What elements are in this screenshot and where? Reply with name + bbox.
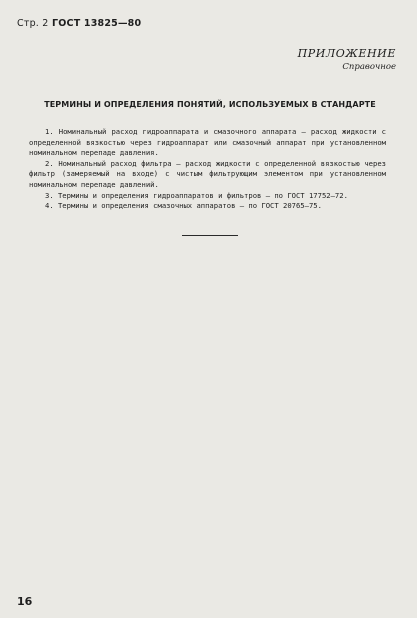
definition-item-3: 3. Термины и определения гидроаппаратов и фильтров — по ГОСТ 17752—72. bbox=[45, 190, 348, 200]
section-title: ТЕРМИНЫ И ОПРЕДЕЛЕНИЯ ПОНЯТИЙ, ИСПОЛЬЗУЕМЫХ В СТАНДАРТЕ bbox=[44, 100, 376, 109]
appendix-type: Справочное bbox=[342, 62, 396, 72]
appendix-label: ПРИЛОЖЕНИЕ bbox=[297, 47, 396, 60]
standard-code: ГОСТ 13825—80 bbox=[52, 18, 142, 29]
definition-item-1: 1. Номинальный расход гидроаппарата и смазочного аппарата — расход жидкости с определенной вязкостью через гидроаппарат или смазочный аппарат при установленном номинальном перепаде давления. bbox=[29, 127, 386, 158]
definition-item-2: 2. Номинальный расход фильтра — расход жидкости с определенной вязкостью через фильтр (замеряемый на входе) с чистым фильтрующим элементом при установленном номинальном перепаде давлений. bbox=[29, 158, 386, 189]
appendix-label-block bbox=[298, 47, 396, 73]
definition-item-4: 4. Термины и определения смазочных аппаратов — по ГОСТ 20765—75. bbox=[45, 201, 322, 211]
definitions-list bbox=[29, 127, 386, 212]
end-divider bbox=[182, 235, 238, 236]
page-label: Стр. 2 bbox=[17, 18, 49, 29]
running-header bbox=[17, 18, 141, 29]
page-number: 16 bbox=[17, 595, 33, 608]
